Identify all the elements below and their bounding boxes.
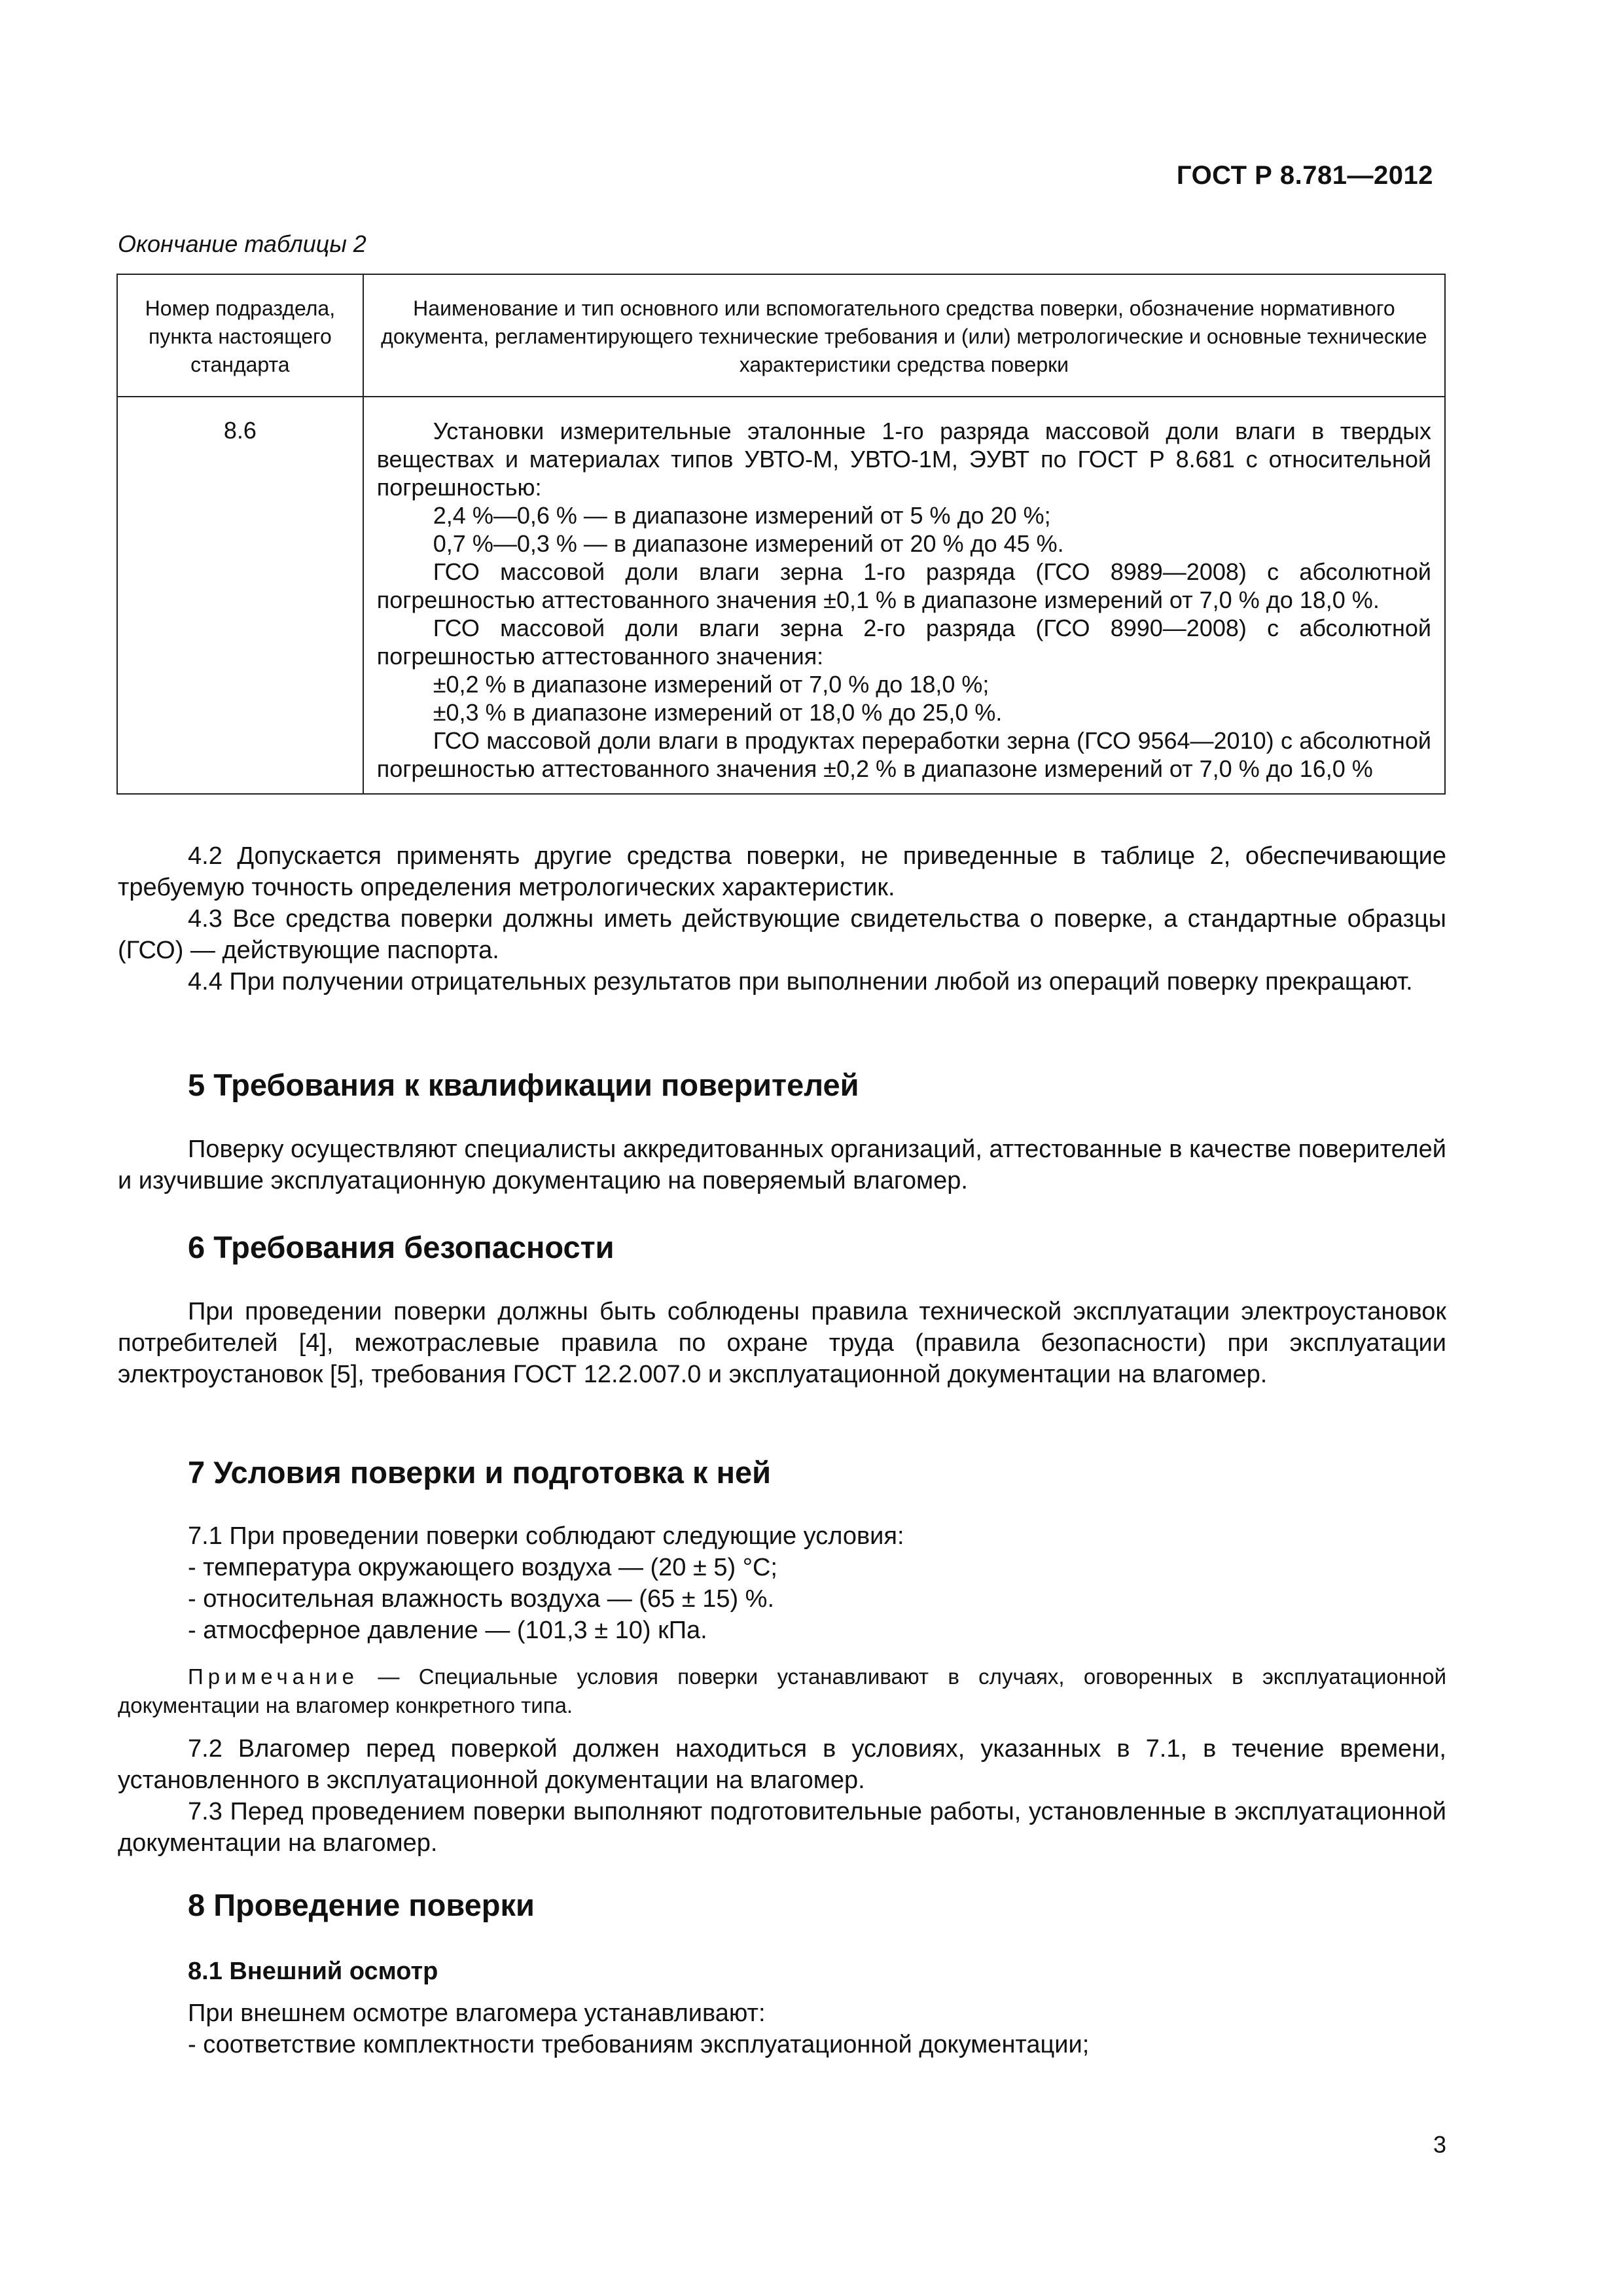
- section-8-body: [118, 1998, 1446, 2060]
- row-number: 8.6: [117, 397, 363, 794]
- description-line: ±0,3 % в диапазоне измерений от 18,0 % до 25,0 %.: [433, 699, 1003, 726]
- description-line: ГСО массовой доли влаги в продуктах переработки зерна (ГСО 9564—2010) с абсолютной погрешностью аттестованного значения ±0,2 % в диапазоне измерений от 7,0 % до 16,0 %: [376, 727, 1431, 782]
- paragraph-7-3: 7.3 Перед проведением поверки выполняют подготовительные работы, установленные в эксплуатационной документации на влагомер.: [118, 1798, 1446, 1857]
- condition-item: - относительная влажность воздуха — (65 ± 15) %.: [188, 1585, 775, 1613]
- description-line: ±0,2 % в диапазоне измерений от 7,0 % до 18,0 %;: [433, 671, 990, 698]
- section-8-heading: 8 Проведение поверки: [188, 1888, 535, 1922]
- subsection-8-1-heading: 8.1 Внешний осмотр: [188, 1958, 438, 1985]
- section-4-paragraphs: [118, 840, 1446, 997]
- note: [118, 1662, 1446, 1720]
- description-line: Установки измерительные эталонные 1-го разряда массовой доли влаги в твердых веществах и материалах типов УВТО-М, УВТО-1М, ЭУВТ по ГОСТ Р 8.681 с относительной погрешностью:: [376, 418, 1431, 501]
- section-6-paragraph: При проведении поверки должны быть соблюдены правила технической эксплуатации электроустановок потребителей [4], межотраслевые правила по охране труда (правила безопасности) при эксплуатации электроустановок [5], требования ГОСТ 12.2.007.0 и эксплуатационной документации на влагомер.: [118, 1298, 1446, 1388]
- description-line: ГСО массовой доли влаги зерна 2-го разряда (ГСО 8990—2008) с абсолютной погрешностью аттестованного значения:: [376, 615, 1431, 670]
- description-line: ГСО массовой доли влаги зерна 1-го разряда (ГСО 8989—2008) с абсолютной погрешностью аттестованного значения ±0,1 % в диапазоне измерений от 7,0 % до 18,0 %.: [376, 558, 1431, 613]
- section-7-paragraphs: [118, 1733, 1446, 1859]
- paragraph-4-3: 4.3 Все средства поверки должны иметь действующие свидетельства о поверке, а стандартные образцы (ГСО) — действующие паспорта.: [118, 905, 1446, 964]
- tools-table: [116, 274, 1446, 795]
- paragraph-7-2: 7.2 Влагомер перед поверкой должен находиться в условиях, указанных в 7.1, в течение времени, установленного в эксплуатационной документации на влагомер.: [118, 1735, 1446, 1794]
- paragraph-7-1: 7.1 При проведении поверки соблюдают следующие условия:: [188, 1522, 904, 1550]
- condition-item: - атмосферное давление — (101,3 ± 10) кПа.: [188, 1617, 707, 1644]
- note-label: Примечание: [188, 1664, 359, 1689]
- section-7-conditions: [118, 1520, 1446, 1646]
- inspection-item: - соответствие комплектности требованиям эксплуатационной документации;: [188, 2031, 1090, 2058]
- description-line: 0,7 %—0,3 % — в диапазоне измерений от 20 % до 45 %.: [433, 530, 1064, 557]
- section-5-heading: 5 Требования к квалификации поверителей: [188, 1067, 859, 1102]
- paragraph-4-4: 4.4 При получении отрицательных результатов при выполнении любой из операций поверку прекращают.: [188, 968, 1413, 996]
- condition-item: - температура окружающего воздуха — (20 ± 5) °С;: [188, 1554, 777, 1581]
- section-6-body: [118, 1296, 1446, 1390]
- column-header-number: Номер подраздела, пункта настоящего стандарта: [117, 274, 363, 397]
- section-5-paragraph: Поверку осуществляют специалисты аккредитованных организаций, аттестованные в качестве поверителей и изучившие эксплуатационную документацию на поверяемый влагомер.: [118, 1136, 1446, 1194]
- table-header-row: [117, 274, 1445, 397]
- section-8-intro: При внешнем осмотре влагомера устанавливают:: [188, 2000, 766, 2027]
- column-header-description: Наименование и тип основного или вспомогательного средства поверки, обозначение нормативного документа, регламентирующего технические требования и (или) метрологические и основные технические характеристики средства поверки: [363, 274, 1445, 397]
- section-5-body: [118, 1134, 1446, 1196]
- section-6-heading: 6 Требования безопасности: [188, 1230, 615, 1265]
- note-text: — Специальные условия поверки устанавливают в случаях, оговоренных в эксплуатационной документации на влагомер конкретного типа.: [118, 1664, 1447, 1717]
- page-number: 3: [1433, 2131, 1446, 2158]
- document-code: ГОСТ Р 8.781—2012: [1176, 161, 1433, 190]
- section-7-heading: 7 Условия поверки и подготовка к ней: [188, 1455, 772, 1490]
- table-row: [117, 397, 1445, 794]
- row-description: [363, 397, 1445, 794]
- paragraph-4-2: 4.2 Допускается применять другие средства поверки, не приведенные в таблице 2, обеспечивающие требуемую точность определения метрологических характеристик.: [118, 842, 1446, 901]
- table-caption: Окончание таблицы 2: [118, 230, 366, 257]
- description-line: 2,4 %—0,6 % — в диапазоне измерений от 5 % до 20 %;: [433, 502, 1051, 529]
